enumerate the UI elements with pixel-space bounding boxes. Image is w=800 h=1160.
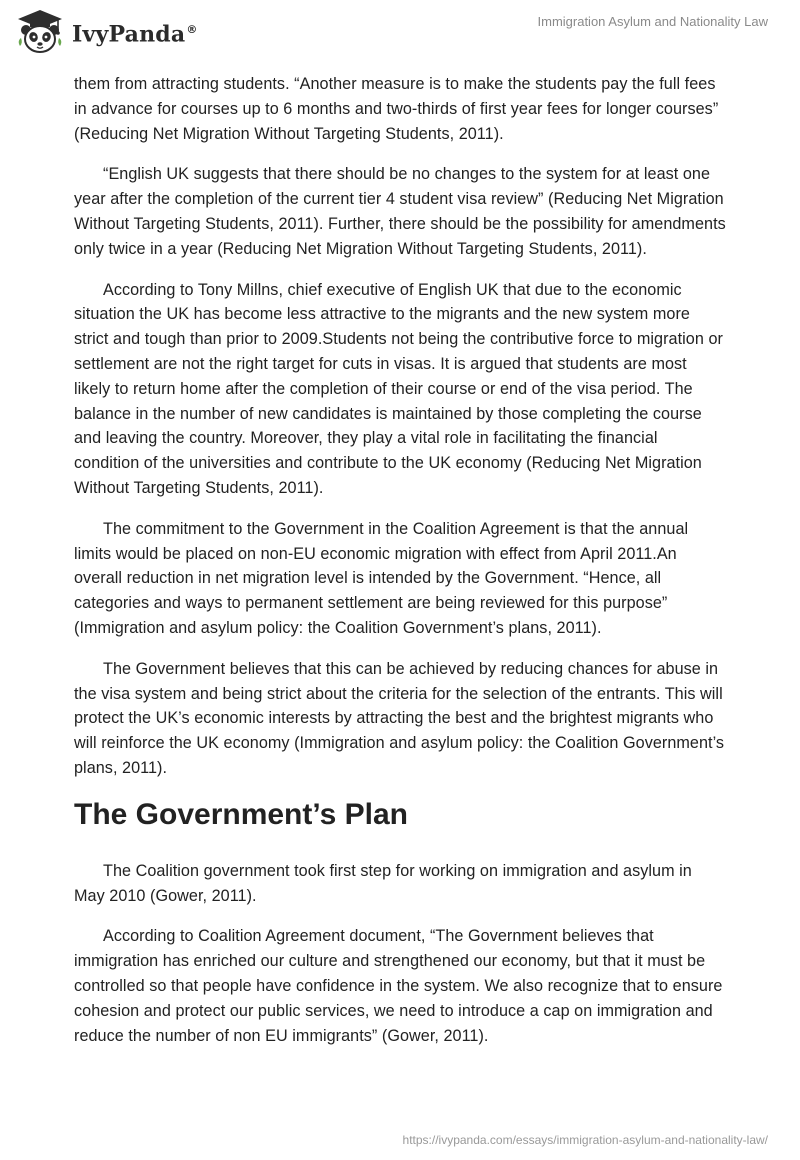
paragraph: “English UK suggests that there should be no changes to the system for at least one year after the completion of the current tier 4 student visa review” (Reducing Net Migration Without Targeting Students, 2011). Further, there should be the possibility for amendments only twice in a year (Reducing Net Migration Without Targeting Students, 2011). (74, 165, 726, 258)
paragraph: According to Tony Millns, chief executive of English UK that due to the economic situation the UK has become less attractive to the migrants and the new system more strict and tough than prior to 2009.Students not being the contributive force to migration or settlement are not the right target for cuts in visas. It is argued that students are most likely to return home after the completion of their course or end of the visa period. The balance in the number of new candidates is maintained by those completing the course and leaving the country. Moreover, they play a vital role in facilitating the financial condition of the universities and contribute to the UK economy (Reducing Net Migration Without Targeting Students, 2011). (74, 280, 723, 497)
paragraph: According to Coalition Agreement document, “The Government believes that immigration has enriched our culture and strengthened our economy, but that it must be controlled so that people have confidence in the system. We also recognize that to ensure cohesion and protect our public services, we need to introduce a cap on immigration and reduce the number of non EU immigrants” (Gower, 2011). (74, 927, 723, 1045)
brand-name: IvyPanda® (72, 21, 198, 48)
essay-body (74, 72, 726, 1064)
source-url[interactable]: https://ivypanda.com/essays/immigration-asylum-and-nationality-law/ (402, 1133, 768, 1147)
registered-mark: ® (186, 22, 198, 36)
page-header (0, 0, 800, 70)
section-heading: The Government’s Plan (74, 797, 408, 831)
paragraph: them from attracting students. “Another measure is to make the students pay the full fees in advance for courses up to 6 months and two-thirds of first year fees for longer courses” (Reducing Net Migration Without Targeting Students, 2011). (74, 75, 719, 143)
paragraph: The commitment to the Government in the Coalition Agreement is that the annual limits would be placed on non-EU economic migration with effect from April 2011.An overall reduction in net migration level is intended by the Government. “Hence, all categories and ways to permanent settlement are being reviewed for this purpose” (Immigration and asylum policy: the Coalition Government’s plans, 2011). (74, 519, 689, 637)
paragraph: The Coalition government took first step for working on immigration and asylum in May 2010 (Gower, 2011). (74, 861, 692, 905)
brand-logo[interactable] (16, 8, 198, 56)
paragraph: The Government believes that this can be achieved by reducing chances for abuse in the visa system and being strict about the criteria for the selection of the entrants. This will protect the UK’s economic interests by attracting the best and the brightest migrants who will reinforce the UK economy (Immigration and asylum policy: the Coalition Government’s plans, 2011). (74, 659, 725, 777)
panda-graduate-icon (16, 8, 64, 56)
document-title: Immigration Asylum and Nationality Law (537, 14, 768, 29)
